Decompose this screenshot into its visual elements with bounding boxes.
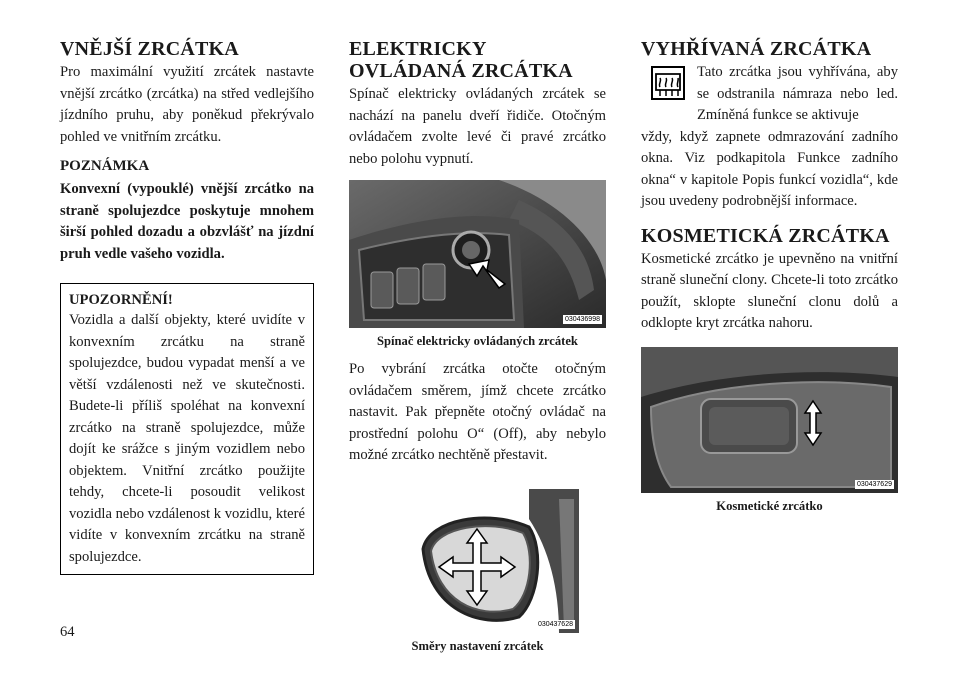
figure-mirror-switch — [349, 180, 606, 328]
rear-defrost-icon — [651, 66, 685, 100]
figure-caption: Spínač elektricky ovládaných zrcátek — [377, 334, 578, 348]
warning-title: UPOZORNĚNÍ! — [69, 292, 173, 308]
figure-caption: Směry nastavení zrcátek — [411, 638, 544, 653]
column-left — [60, 32, 314, 575]
figure-caption: Kosmetické zrcátko — [716, 498, 823, 513]
vanity-mirror-illustration — [641, 347, 898, 493]
vanity-mirrors-text: Kosmetické zrcátko je upevněno na vnitřní straně sluneční clony. Chcete-li toto zrcátko použít, sklopte sluneční clonu dolů a odklopte kryt zrcátka nahoru. — [641, 250, 898, 331]
note-title: POZNÁMKA — [60, 158, 150, 174]
figure-code: 030437628 — [537, 620, 573, 628]
warning-text: Vozidla a další objekty, které uvidíte v konvexním zrcátku na straně spolujezdce, budou vypadat menší a ve větší vzdálenosti než ve skutečnosti. Budete-li příliš spoléhat na konvexní zrcátko na straně spolujezdce, může dojít ke srážce s jiným vozidlem nebo objektem. Vnitřní zrcátko použijte tehdy, chcete-li posoudit velikost vozidla nebo vzdálenost k vozidlu, které vidíte v konvexním zrcátku na straně spolujezdce. — [69, 312, 305, 565]
figure-mirror-directions — [409, 489, 579, 633]
mirror-directions-illustration — [409, 489, 579, 633]
heading-power-mirrors: ELEKTRICKY OVLÁDANÁ ZRCÁTKA — [349, 38, 573, 82]
note-text: Konvexní (vypouklé) vnější zrcátko na straně spolujezdce poskytuje mnohem širší pohled dozadu a obzvlášť na jízdní pruh vedle vašeho vozidla. — [60, 181, 314, 262]
heated-mirrors-block — [641, 62, 898, 127]
column-right — [641, 32, 898, 524]
heading-outside-mirrors: VNĚJŠÍ ZRCÁTKA — [60, 38, 239, 60]
power-mirrors-text: Spínač elektricky ovládaných zrcátek se nachází na panelu dveří řidiče. Otočným ovládačem zvolte levé či pravé zrcátko nebo polohu vypnutí. — [349, 86, 606, 167]
heading-heated-mirrors: VYHŘÍVANÁ ZRCÁTKA — [641, 38, 872, 60]
heated-mirrors-text: vždy, když zapnete odmrazování zadního okna. Viz podkapitola Funkce zadního okna“ v kapitole Popis funkcí vozidla“, kde jsou uvedeny podrobnější informace. — [641, 128, 898, 209]
mirror-switch-illustration — [349, 180, 606, 328]
page-number: 64 — [60, 624, 75, 640]
figure-code: 030437629 — [856, 480, 892, 488]
heading-vanity-mirrors: KOSMETICKÁ ZRCÁTKA — [641, 224, 890, 247]
outside-mirrors-text: Pro maximální využití zrcátek nastavte vnější zrcátko (zrcátka) na střed vedlejšího jízdního pruhu, aby poněkud překrývalo pohled ve vnitřním zrcátku. — [60, 64, 314, 145]
figure-code: 030436998 — [564, 316, 600, 323]
figure-vanity-mirror — [641, 347, 898, 493]
warning-box — [60, 283, 314, 575]
heated-mirrors-lead: Tato zrcátka jsou vyhřívána, aby se odstranila námraza nebo led. Zmíněná funkce se aktivuje — [697, 64, 898, 123]
power-mirrors-body: Po vybrání zrcátka otočte otočným ovládačem směrem, jímž chcete zrcátko nastavit. Pak přepněte otočný ovládač na prostřední polohu O“ (Off), aby nebylo možné zrcátko nechtěně přestavit. — [349, 361, 606, 463]
column-middle — [349, 32, 606, 664]
